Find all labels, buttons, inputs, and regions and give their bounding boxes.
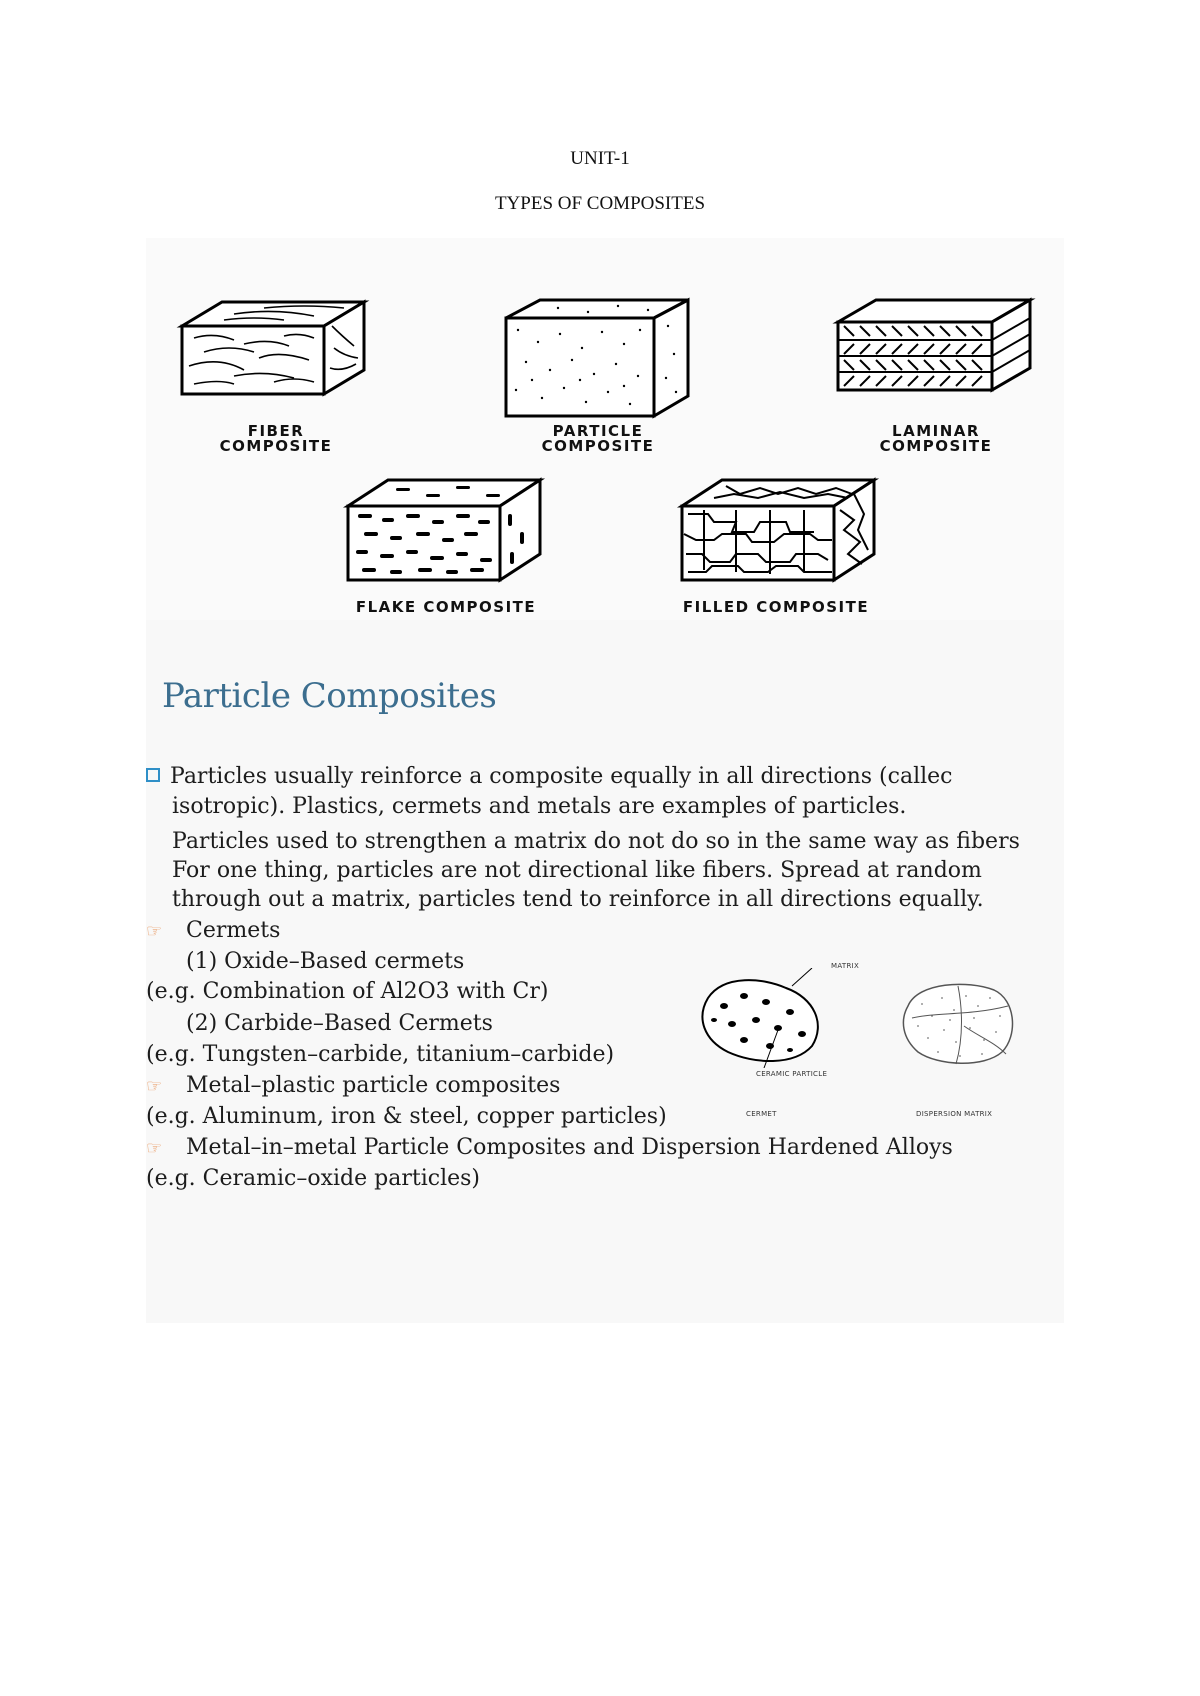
particle-caption-line2: COMPOSITE (541, 437, 655, 455)
line-text: (e.g. Ceramic–oxide particles) (146, 1166, 480, 1191)
pointing-hand-icon: ☞ (146, 1076, 163, 1097)
line-text: through out a matrix, particles tend to reinforce in all directions equally. (172, 887, 984, 912)
text-line (146, 764, 953, 790)
text-line (146, 1042, 614, 1068)
line-text: (1) Oxide–Based cermets (186, 949, 465, 974)
laminar-caption-line1: LAMINAR (892, 422, 980, 440)
line-text: Particles usually reinforce a composite equally in all directions (callec (170, 764, 953, 789)
dispersion-matrix-diagram (898, 976, 1018, 1068)
text-line (146, 918, 280, 945)
fiber-caption-line2: COMPOSITE (219, 437, 333, 455)
text-line (146, 979, 548, 1005)
text-line (146, 1135, 953, 1162)
laminar-caption (836, 424, 1036, 454)
page-title: TYPES OF COMPOSITES (494, 193, 706, 214)
square-bullet-icon (146, 768, 160, 782)
laminar-caption-line2: COMPOSITE (879, 437, 993, 455)
laminar-composite-illustration (830, 296, 1040, 406)
cermet-label: CERMET (746, 1110, 777, 1118)
text-line (172, 858, 982, 884)
particle-composite-illustration (498, 296, 698, 426)
fiber-caption-line1: FIBER (247, 422, 305, 440)
text-line (146, 1166, 480, 1192)
pointing-hand-icon: ☞ (146, 921, 163, 942)
text-line (146, 1104, 667, 1130)
composite-types-figure (146, 238, 1064, 620)
line-text: Metal–in–metal Particle Composites and Dispersion Hardened Alloys (186, 1135, 953, 1160)
cermet-diagram (694, 968, 834, 1068)
text-line (146, 1073, 560, 1100)
line-text: isotropic). Plastics, cermets and metals are examples of particles. (172, 794, 907, 819)
line-text: (e.g. Combination of Al2O3 with Cr) (146, 979, 549, 1004)
section-title: Particle Composites (162, 676, 497, 716)
filled-composite-illustration (674, 474, 884, 594)
text-line (172, 794, 906, 820)
fiber-composite-illustration (174, 296, 374, 416)
text-line (186, 949, 464, 975)
text-line (186, 1011, 493, 1037)
dispersion-matrix-label: DISPERSION MATRIX (916, 1110, 993, 1118)
fiber-caption (186, 424, 366, 454)
flake-composite-illustration (340, 474, 550, 594)
particle-caption (508, 424, 688, 454)
line-text: For one thing, particles are not directional like fibers. Spread at random (172, 858, 982, 883)
line-text: (e.g. Aluminum, iron & steel, copper particles) (146, 1104, 667, 1129)
line-text: (2) Carbide–Based Cermets (186, 1011, 493, 1036)
text-line (172, 887, 984, 913)
ceramic-particle-label: CERAMIC PARTICLE (756, 1070, 828, 1078)
line-text: (e.g. Tungsten–carbide, titanium–carbide) (146, 1042, 615, 1067)
line-text: Cermets (186, 918, 281, 943)
unit-heading: UNIT-1 (570, 148, 630, 169)
line-text: Metal–plastic particle composites (186, 1073, 561, 1098)
text-line (172, 829, 1020, 855)
particle-caption-line1: PARTICLE (552, 422, 644, 440)
pointing-hand-icon: ☞ (146, 1138, 163, 1159)
matrix-label: MATRIX (831, 962, 860, 970)
filled-caption: FILLED COMPOSITE (682, 598, 870, 616)
flake-caption: FLAKE COMPOSITE (355, 598, 537, 616)
line-text: Particles used to strengthen a matrix do not do so in the same way as fibers (172, 829, 1020, 854)
content-panel (146, 238, 1064, 1323)
